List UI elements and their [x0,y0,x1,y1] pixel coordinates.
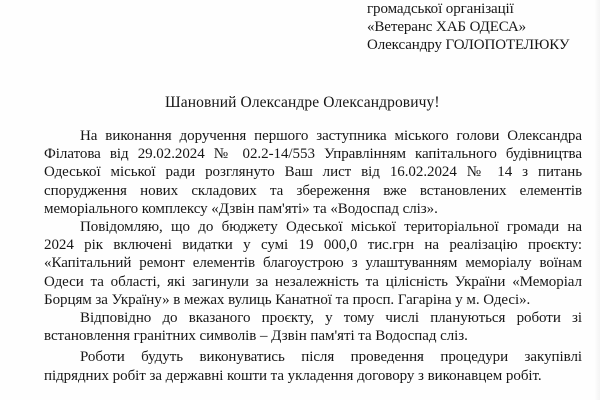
addressee-organization: громадської організації [367,1,514,17]
paragraph-line: Одеської міської ради розглянуто Ваш лист від 16.02.2024 № 14 з питань [44,164,582,181]
paragraph-line: На виконання доручення першого заступника міського голови Олександра [80,128,582,144]
letter-body [44,127,582,385]
paragraph-line: «Капітальний ремонт елементів благоустрою з улаштуванням меморіалу воїнам [44,255,582,272]
paragraph-line: Відповідно до вказаного проєкту, у тому числі плануються роботи зі [80,310,582,327]
paragraph-line: спорудження нових складових та збереження вже встановлених елементів [44,182,582,199]
addressee-organization-name: «Ветеранс ХАБ ОДЕСА» [367,19,527,35]
paragraph-4 [44,348,582,384]
paragraph-line: 2024 рік включені видатки у сумі 19 000,0 тис.грн на реалізацію проєкту: [44,237,582,254]
paragraph-line: Борцям за Україну» в межах вулиць Канатної та просп. Гагаріна у м. Одесі». [44,291,531,308]
paragraph-line: підрядних робіт за державні кошти та укладення договору з виконавцем робіт. [44,367,542,384]
paragraph-2 [44,218,582,309]
salutation: Шановний Олександре Олександровичу! [165,94,440,111]
paragraph-line: Одеси та області, які загинули за незалежність та цілісність України «Меморіал [44,273,582,290]
paragraph-line: меморіального комплексу «Дзвін пам'яті» та «Водоспад сліз». [44,200,438,217]
paragraph-1 [44,127,582,218]
addressee-person: Олександру ГОЛОПОТЕЛЮКУ [367,37,570,53]
paragraph-line: Повідомляю, що до бюджету Одеської міської територіальної громади на [80,219,582,236]
addressee-block [367,0,597,54]
scan-edge-shadow [594,0,600,400]
paragraph-line: встановлення гранітних символів – Дзвін пам'яті та Водоспад сліз. [44,328,468,345]
paragraph-line: Філатова від 29.02.2024 № 02.2-14/553 Управлінням капітального будівництва [44,146,582,163]
paragraph-3 [44,309,582,345]
paragraph-line: Роботи будуть виконуватись після проведення процедури закупівлі [80,349,582,366]
